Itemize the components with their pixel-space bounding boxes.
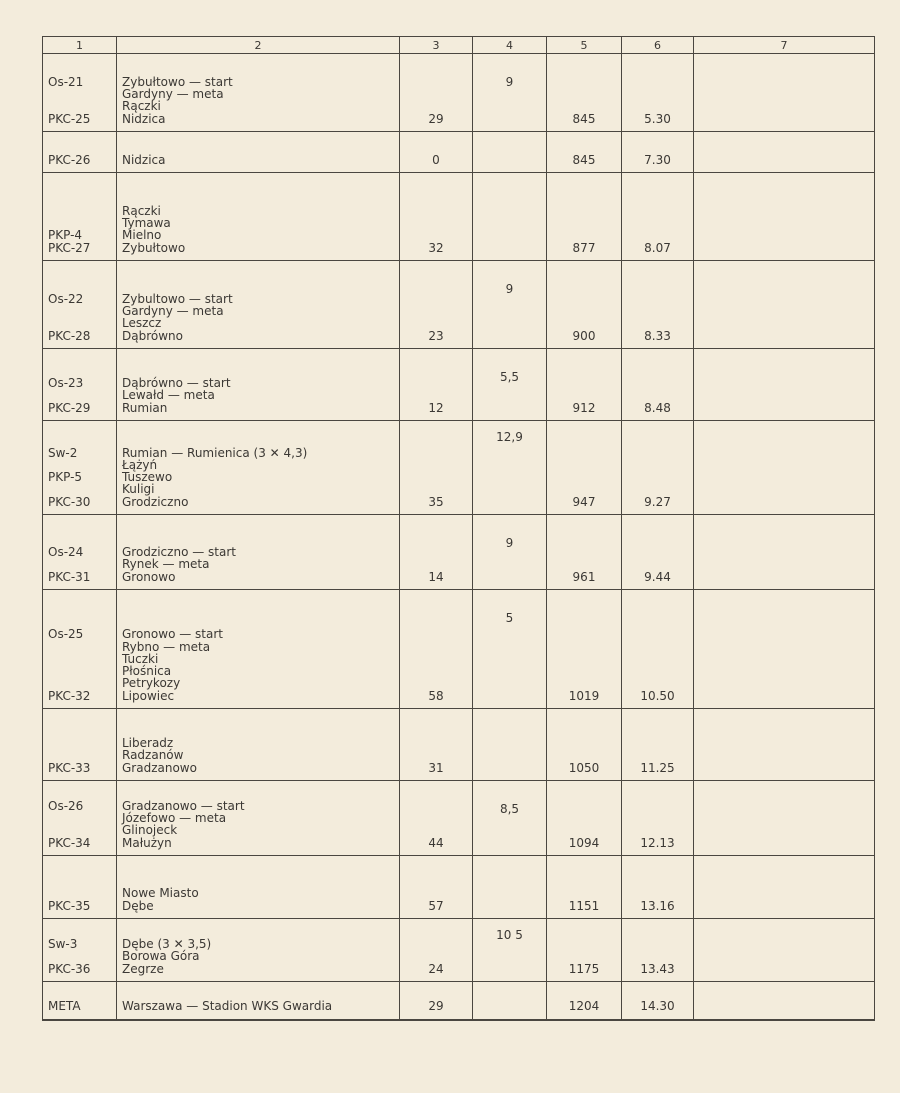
total-km-cell [547, 173, 622, 261]
total-km: 845 [572, 111, 596, 126]
checkpoint-code: Sw-3 [48, 937, 78, 952]
time: 14.30 [640, 999, 675, 1014]
time: 13.43 [640, 961, 675, 976]
special-stage-km-cell [473, 349, 547, 421]
segment-km-cell [400, 982, 473, 1020]
place-name: Dębe (3 ✕ 3,5) [122, 937, 212, 952]
note [699, 900, 874, 912]
checkpoint-code [48, 317, 116, 329]
note [699, 402, 874, 414]
total-km: 1019 [568, 688, 600, 703]
segment-km: 31 [428, 760, 444, 775]
special-stage-km-cell [473, 132, 547, 173]
time-cell [622, 132, 694, 173]
checkpoint-code: PKC-34 [48, 835, 91, 850]
notes-cell [694, 132, 875, 173]
time: 5.30 [644, 111, 671, 126]
checkpoint-code: Os-24 [48, 545, 84, 560]
total-km-cell [547, 515, 622, 590]
header-col-5: 5 [547, 37, 622, 54]
notes-cell [694, 781, 875, 856]
table-row [43, 54, 875, 132]
special-stage-km: 12,9 [496, 430, 523, 444]
checkpoint-code: Os-22 [48, 291, 84, 306]
note [699, 571, 874, 583]
total-km-cell [547, 261, 622, 349]
header-col-7: 7 [694, 37, 875, 54]
checkpoint-code: PKP-5 [48, 470, 83, 485]
time-cell [622, 590, 694, 709]
table-row [43, 421, 875, 515]
total-km-cell [547, 54, 622, 132]
checkpoint-code [48, 88, 116, 100]
total-km: 1151 [568, 898, 600, 913]
place-name: Rączki [122, 203, 161, 218]
segment-km-cell [400, 54, 473, 132]
time-cell [622, 54, 694, 132]
place-name: Gradzanowo — start [122, 798, 245, 813]
checkpoint-code-cell [43, 919, 117, 982]
checkpoint-code: Os-25 [48, 627, 84, 642]
checkpoint-code [48, 737, 116, 749]
checkpoint-code [48, 205, 116, 217]
segment-km: 32 [428, 240, 444, 255]
checkpoint-code: PKC-36 [48, 961, 91, 976]
segment-km-cell [400, 856, 473, 919]
checkpoint-code: PKC-27 [48, 240, 91, 255]
checkpoint-code: Sw-2 [48, 445, 78, 460]
place-name: Płośnica [122, 664, 172, 679]
table-row [43, 349, 875, 421]
place-name: Lewałd — meta [122, 388, 215, 403]
place-cell [117, 132, 400, 173]
place-name: Zybułtowo — start [122, 74, 233, 89]
place-cell [117, 349, 400, 421]
time: 7.30 [644, 152, 671, 167]
place-name: Warszawa — Stadion WKS Gwardia [122, 999, 333, 1014]
place-cell [117, 54, 400, 132]
special-stage-km-cell [473, 982, 547, 1020]
special-stage-km-cell [473, 856, 547, 919]
checkpoint-code [48, 950, 116, 962]
place-name: Zybultowo — start [122, 291, 233, 306]
place-name: Liberadz [122, 736, 174, 751]
note [699, 690, 874, 702]
place-cell [117, 421, 400, 515]
special-stage-km: 5 [505, 611, 514, 626]
total-km: 845 [572, 152, 596, 167]
total-km-cell [547, 349, 622, 421]
special-stage-km: 10 5 [496, 928, 523, 942]
place-cell [117, 261, 400, 349]
place-name: Nowe Miasto [122, 886, 199, 901]
checkpoint-code-cell [43, 709, 117, 781]
special-stage-km: 9 [505, 282, 514, 297]
time: 9.27 [644, 494, 671, 509]
total-km: 900 [572, 328, 596, 343]
checkpoint-code: PKC-33 [48, 760, 91, 775]
checkpoint-code-cell [43, 173, 117, 261]
time-cell [622, 173, 694, 261]
time: 10.50 [640, 688, 675, 703]
segment-km-cell [400, 173, 473, 261]
notes-cell [694, 54, 875, 132]
checkpoint-code: PKP-4 [48, 228, 83, 243]
special-stage-km: 9 [505, 536, 514, 551]
time: 12.13 [640, 835, 675, 850]
time-cell [622, 261, 694, 349]
place-cell [117, 709, 400, 781]
time: 13.16 [640, 898, 675, 913]
checkpoint-code [48, 653, 116, 665]
place-name: Radzanów [122, 748, 184, 763]
special-stage-km-cell [473, 261, 547, 349]
special-stage-km: 9 [505, 75, 514, 90]
table-row [43, 709, 875, 781]
place-name: Tuszewo [122, 470, 173, 485]
time: 9.44 [644, 569, 671, 584]
notes-cell [694, 856, 875, 919]
segment-km: 58 [428, 688, 444, 703]
header-col-1: 1 [43, 37, 117, 54]
table-row [43, 261, 875, 349]
place-name: Gronowo — start [122, 627, 223, 642]
table-row [43, 173, 875, 261]
checkpoint-code-cell [43, 54, 117, 132]
place-name: Nidzica [122, 111, 166, 126]
total-km: 1050 [568, 760, 600, 775]
time-cell [622, 515, 694, 590]
header-row [43, 37, 875, 54]
notes-cell [694, 421, 875, 515]
segment-km: 0 [432, 152, 440, 167]
total-km-cell [547, 132, 622, 173]
total-km: 1204 [568, 999, 600, 1014]
notes-cell [694, 709, 875, 781]
time-cell [622, 421, 694, 515]
place-name: Dębe [122, 898, 154, 913]
checkpoint-code [48, 749, 116, 761]
segment-km-cell [400, 919, 473, 982]
place-name: Rynek — meta [122, 557, 210, 572]
special-stage-km-cell [473, 54, 547, 132]
table-body [43, 54, 875, 1020]
checkpoint-code [48, 558, 116, 570]
header-col-3: 3 [400, 37, 473, 54]
segment-km: 12 [428, 400, 444, 415]
total-km-cell [547, 781, 622, 856]
checkpoint-code [48, 665, 116, 677]
checkpoint-code [48, 100, 116, 112]
time: 8.48 [644, 400, 671, 415]
place-name: Lipowiec [122, 688, 175, 703]
total-km-cell [547, 709, 622, 781]
place-name: Gronowo [122, 569, 176, 584]
total-km: 912 [572, 400, 596, 415]
special-stage-km-cell [473, 515, 547, 590]
time: 11.25 [640, 760, 675, 775]
route-table [42, 36, 875, 1021]
segment-km-cell [400, 132, 473, 173]
special-stage-km-cell [473, 173, 547, 261]
checkpoint-code: Os-26 [48, 798, 84, 813]
checkpoint-code-cell [43, 781, 117, 856]
checkpoint-code: PKC-26 [48, 152, 91, 167]
checkpoint-code: Os-23 [48, 376, 84, 391]
checkpoint-code [48, 305, 116, 317]
segment-km: 35 [428, 494, 444, 509]
place-name: Gardyny — meta [122, 87, 224, 102]
place-name: Petrykozy [122, 676, 181, 691]
checkpoint-code-cell [43, 590, 117, 709]
table-row [43, 515, 875, 590]
place-name: Zybułtowo [122, 240, 186, 255]
time-cell [622, 982, 694, 1020]
place-name: Gardyny — meta [122, 304, 224, 319]
note [699, 242, 874, 254]
special-stage-km-cell [473, 709, 547, 781]
checkpoint-code [48, 812, 116, 824]
place-name: Nidzica [122, 152, 166, 167]
notes-cell [694, 590, 875, 709]
place-cell [117, 856, 400, 919]
segment-km-cell [400, 421, 473, 515]
checkpoint-code-cell [43, 261, 117, 349]
note [699, 154, 874, 166]
segment-km-cell [400, 709, 473, 781]
special-stage-km: 5,5 [499, 370, 520, 385]
time-cell [622, 856, 694, 919]
special-stage-km: 8,5 [499, 802, 520, 817]
special-stage-km-cell [473, 421, 547, 515]
notes-cell [694, 261, 875, 349]
checkpoint-code: PKC-31 [48, 569, 91, 584]
checkpoint-code-cell [43, 856, 117, 919]
place-cell [117, 590, 400, 709]
checkpoint-code: META [48, 999, 81, 1014]
place-cell [117, 515, 400, 590]
checkpoint-code-cell [43, 982, 117, 1020]
segment-km-cell [400, 349, 473, 421]
segment-km-cell [400, 590, 473, 709]
place-name: Dąbrówno — start [122, 376, 231, 391]
checkpoint-code: PKC-29 [48, 400, 91, 415]
segment-km-cell [400, 781, 473, 856]
place-name: Gradzanowo [122, 760, 197, 775]
table-row [43, 590, 875, 709]
checkpoint-code [48, 389, 116, 401]
checkpoint-code [48, 641, 116, 653]
place-cell [117, 173, 400, 261]
note [699, 762, 874, 774]
place-name: Rumian — Rumienica (3 ✕ 4,3) [122, 445, 308, 460]
total-km: 877 [572, 240, 596, 255]
checkpoint-code: Os-21 [48, 74, 84, 89]
place-name: Tuczki [122, 651, 159, 666]
notes-cell [694, 173, 875, 261]
segment-km: 23 [428, 328, 444, 343]
checkpoint-code [48, 824, 116, 836]
note [699, 113, 874, 125]
table-row [43, 856, 875, 919]
place-name: Grodziczno — start [122, 545, 236, 560]
segment-km: 29 [428, 999, 444, 1014]
total-km: 1175 [568, 961, 600, 976]
note [699, 1000, 874, 1012]
place-name: Zegrze [122, 961, 164, 976]
checkpoint-code: PKC-25 [48, 111, 91, 126]
checkpoint-code-cell [43, 515, 117, 590]
segment-km: 44 [428, 835, 444, 850]
place-name: Łążyń [122, 457, 158, 472]
table-row [43, 982, 875, 1020]
checkpoint-code-cell [43, 132, 117, 173]
checkpoint-code: PKC-35 [48, 898, 91, 913]
total-km-cell [547, 919, 622, 982]
time-cell [622, 709, 694, 781]
checkpoint-code-cell [43, 349, 117, 421]
time: 8.07 [644, 240, 671, 255]
total-km-cell [547, 590, 622, 709]
time-cell [622, 781, 694, 856]
place-cell [117, 919, 400, 982]
checkpoint-code [48, 677, 116, 689]
special-stage-km-cell [473, 919, 547, 982]
time-cell [622, 349, 694, 421]
segment-km-cell [400, 515, 473, 590]
place-name: Mielno [122, 228, 162, 243]
segment-km: 14 [428, 569, 444, 584]
place-cell [117, 781, 400, 856]
checkpoint-code [48, 483, 116, 495]
note [699, 496, 874, 508]
place-name: Grodziczno [122, 494, 189, 509]
notes-cell [694, 349, 875, 421]
header-col-4: 4 [473, 37, 547, 54]
note [699, 330, 874, 342]
total-km-cell [547, 856, 622, 919]
place-name: Rumian [122, 400, 168, 415]
segment-km-cell [400, 261, 473, 349]
place-cell [117, 982, 400, 1020]
total-km-cell [547, 421, 622, 515]
checkpoint-code [48, 887, 116, 899]
place-name: Borowa Góra [122, 949, 200, 964]
place-name: Leszcz [122, 316, 162, 331]
note [699, 837, 874, 849]
notes-cell [694, 515, 875, 590]
checkpoint-code: PKC-30 [48, 494, 91, 509]
place-name: Glinojeck [122, 823, 178, 838]
checkpoint-code-cell [43, 421, 117, 515]
notes-cell [694, 982, 875, 1020]
total-km-cell [547, 982, 622, 1020]
place-name: Rączki [122, 99, 161, 114]
place-name: Tymawa [122, 216, 171, 231]
total-km: 947 [572, 494, 596, 509]
segment-km: 24 [428, 961, 444, 976]
notes-cell [694, 919, 875, 982]
note [699, 963, 874, 975]
place-name: Rybno — meta [122, 639, 211, 654]
table-row [43, 781, 875, 856]
checkpoint-code: PKC-32 [48, 688, 91, 703]
place-name: Józefowo — meta [122, 811, 227, 826]
segment-km: 57 [428, 898, 444, 913]
table-row [43, 132, 875, 173]
time: 8.33 [644, 328, 671, 343]
place-name: Kuligi [122, 482, 155, 497]
special-stage-km-cell [473, 590, 547, 709]
place-name: Małużyn [122, 835, 172, 850]
header-col-6: 6 [622, 37, 694, 54]
header-col-2: 2 [117, 37, 400, 54]
total-km: 1094 [568, 835, 600, 850]
time-cell [622, 919, 694, 982]
checkpoint-code: PKC-28 [48, 328, 91, 343]
total-km: 961 [572, 569, 596, 584]
place-name: Dąbrówno [122, 328, 183, 343]
segment-km: 29 [428, 111, 444, 126]
table-row [43, 919, 875, 982]
special-stage-km-cell [473, 781, 547, 856]
